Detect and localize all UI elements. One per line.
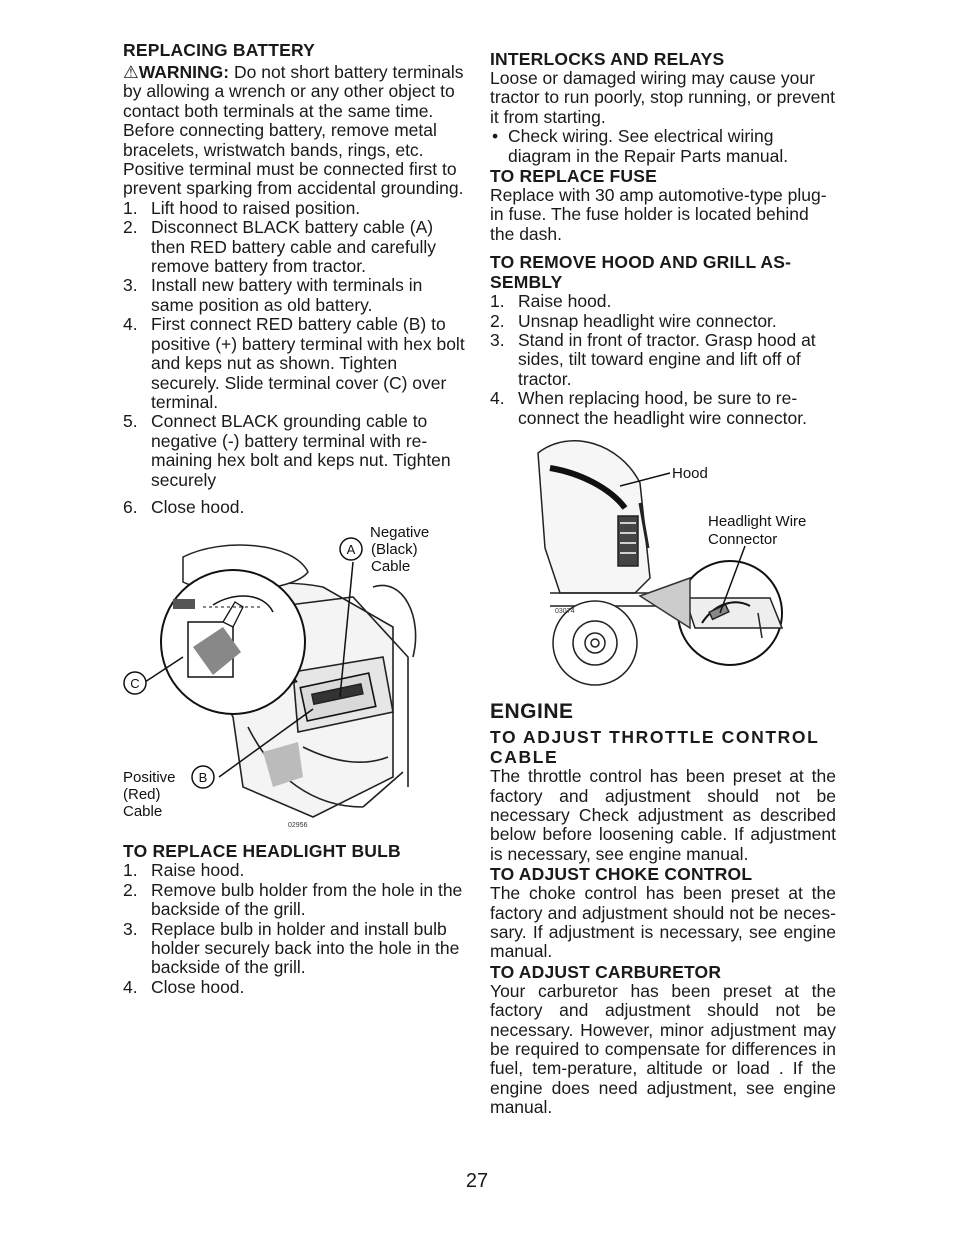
label-a-line3: Cable <box>371 558 411 576</box>
interlocks-heading: INTERLOCKS AND RELAYS <box>490 49 725 69</box>
label-c: C <box>130 676 140 692</box>
label-b: B <box>198 770 208 786</box>
page-number: 27 <box>465 1170 489 1192</box>
warning-label: WARNING: <box>138 62 230 82</box>
list-item: 6. Close hood. <box>123 496 245 517</box>
carburetor-heading: TO ADJUST CARBURETOR <box>490 961 722 982</box>
list-item: 1. Raise hood. <box>490 291 612 312</box>
label-hood: Hood <box>672 465 708 483</box>
hood-figure <box>490 428 836 698</box>
battery-steps <box>123 199 468 518</box>
label-a-line1: Negative <box>370 524 430 542</box>
replacing-battery-heading: REPLACING BATTERY <box>123 40 316 60</box>
interlocks-text: Loose or damaged wiring may cause your tractor to run poorly, stop running, or prevent it from starting. <box>490 68 835 127</box>
left-column <box>123 40 468 997</box>
list-item: 4. First connect RED battery cable (B) to positive (+) battery terminal with hex bolt and keps nut as shown. Tighten securely. Slide terminal cover (C) over terminal. <box>123 314 465 412</box>
engine-heading: ENGINE <box>490 700 574 724</box>
list-item: 3. Install new battery with terminals in same position as old battery. <box>123 275 423 315</box>
warning-text: Do not short battery terminals by allowing a wrench or any other object to contact both terminals at the same time. Before connecting battery, remove metal bracelets, wristwatch bands, rings, etc. <box>123 62 464 160</box>
choke-text: The choke control has been preset at the factory and adjustment should not be neces-sary. If adjustment is necessary, see engine manual. <box>490 883 836 962</box>
list-item: 3. Stand in front of tractor. Grasp hood at sides, tilt toward engine and lift off of tractor. <box>490 330 816 389</box>
label-b-line1: Positive <box>123 769 176 787</box>
label-connector-line1: Headlight Wire <box>708 513 807 531</box>
list-item: 2. Unsnap headlight wire connector. <box>490 310 777 331</box>
list-item: 1. Raise hood. <box>123 860 245 881</box>
choke-heading: TO ADJUST CHOKE CONTROL <box>490 864 753 885</box>
carburetor-text: Your carburetor has been preset at the factory and adjustment should not be necessary. However, minor adjustment may be required to compensate for differences in fuel, tem-perature, altitude or load . If the engine does need adjustment, see engine manual. <box>490 980 836 1118</box>
battery-figure <box>123 517 468 837</box>
figure-code: 03074 <box>555 608 575 616</box>
list-item: 4. When replacing hood, be sure to re-connect the headlight wire connector. <box>490 388 807 428</box>
list-item: 1. Lift hood to raised position. <box>123 197 361 218</box>
list-item: 2. Remove bulb holder from the hole in the backside of the grill. <box>123 879 463 920</box>
hood-steps <box>490 292 836 428</box>
replace-fuse-heading: TO REPLACE FUSE <box>490 166 658 187</box>
fuse-text: Replace with 30 amp automotive-type plug-in fuse. The fuse holder is located behind the dash. <box>490 185 827 244</box>
label-a: A <box>346 542 356 558</box>
label-b-line2: (Red) <box>123 786 161 804</box>
replace-headlight-heading: TO REPLACE HEADLIGHT BULB <box>123 841 401 862</box>
positive-terminal-note: Positive terminal must be connected first to prevent sparking from accidental grounding. <box>123 159 464 199</box>
list-item: 2. Disconnect BLACK battery cable (A) then RED battery cable and carefully remove battery from tractor. <box>123 217 437 277</box>
label-b-line3: Cable <box>123 803 163 821</box>
remove-hood-heading: TO REMOVE HOOD AND GRILL AS-SEMBLY <box>490 252 792 293</box>
label-a-line2: (Black) <box>371 541 418 559</box>
list-item: 5. Connect BLACK grounding cable to negative (-) battery terminal with re-maining hex bolt and keps nut. Tighten securely <box>123 411 451 490</box>
list-item: 4. Close hood. <box>123 976 245 997</box>
list-item: 3. Replace bulb in holder and install bulb holder securely back into the hole in the backside of the grill. <box>123 918 460 978</box>
interlocks-bullet: • Check wiring. See electrical wiring diagram in the Repair Parts manual. <box>492 126 789 166</box>
figure-code: 02956 <box>288 822 308 830</box>
headlight-steps <box>123 861 468 997</box>
right-column <box>490 49 836 1118</box>
label-connector-line2: Connector <box>708 531 778 549</box>
throttle-heading: TO ADJUST THROTTLE CONTROL CABLE <box>490 727 820 768</box>
warning-icon: ⚠ <box>123 62 139 82</box>
throttle-text: The throttle control has been preset at the factory and adjustment should not be necessary Check adjustment as described below before loosening cable. If adjustment is necessary, see engine manual. <box>490 766 836 864</box>
battery-warning <box>123 63 468 160</box>
